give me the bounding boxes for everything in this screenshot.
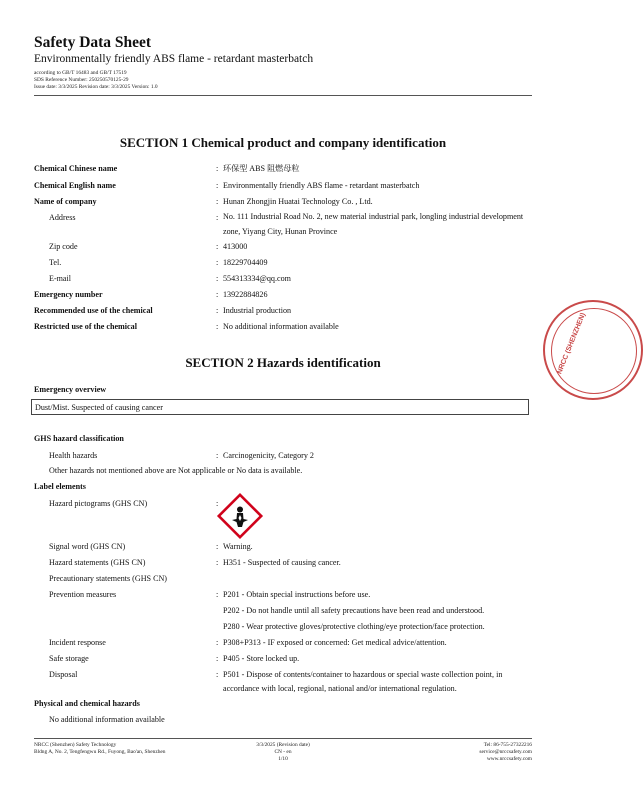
row-health-hazards (0, 450, 566, 464)
row-tel (0, 257, 566, 271)
row-value: H351 - Suspected of causing cancer. (223, 558, 341, 567)
row-value: 13922884826 (223, 290, 268, 299)
ghs-classification-heading: GHS hazard classification (34, 434, 124, 443)
stamp-text: NRCC (SHENZHEN) (556, 311, 588, 376)
physical-chemical-value: No additional information available (49, 715, 165, 724)
colon: : (216, 670, 219, 679)
row-value: No additional information available (223, 322, 339, 331)
label-elements-heading: Label elements (34, 482, 86, 491)
row-label: Signal word (GHS CN) (49, 542, 126, 551)
row-prevention-2 (0, 605, 566, 619)
row-label: Precautionary statements (GHS CN) (49, 574, 168, 583)
row-hazard-statements (0, 557, 566, 571)
row-signal-word (0, 541, 566, 555)
company-stamp (543, 300, 643, 400)
header-divider (34, 95, 532, 96)
row-value: Industrial production (223, 306, 292, 315)
row-label: Chemical English name (34, 181, 116, 190)
row-english-name (0, 180, 566, 194)
row-emergency-number (0, 289, 566, 303)
colon: : (216, 638, 219, 647)
row-value: 413000 (223, 242, 248, 251)
row-email (0, 273, 566, 287)
emergency-overview-box: Dust/Mist. Suspected of causing cancer (31, 399, 529, 415)
colon: : (216, 499, 219, 508)
other-hazards-note: Other hazards not mentioned above are Not applicable or No data is available. (49, 466, 303, 475)
row-value: 环保型 ABS 阻燃母粒 (223, 164, 300, 173)
footer-company: NRCC (Shenzhen) Safety Technology (34, 742, 117, 748)
row-label: Health hazards (49, 451, 98, 460)
colon: : (216, 542, 219, 551)
row-label: Name of company (34, 197, 97, 206)
row-address (0, 212, 566, 238)
row-value: No. 111 Industrial Road No. 2, new material industrial park, longling industrial development zone, Yiyang City, Hunan Province (223, 212, 524, 236)
section-2-heading: SECTION 2 Hazards identification (185, 355, 381, 370)
row-label: Disposal (49, 670, 78, 679)
document-title: Safety Data Sheet (34, 34, 152, 51)
colon: : (216, 197, 219, 206)
footer-address: Bldng A, No. 2, Tengfengwu Rd., Fuyong, Bao'an, Shenzhen (34, 749, 166, 755)
row-value: Environmentally friendly ABS flame - retardant masterbatch (223, 181, 420, 190)
footer-divider (34, 738, 532, 739)
row-value: 554313334@qq.com (223, 274, 291, 283)
colon: : (216, 274, 219, 283)
row-value: P201 - Obtain special instructions before use. (223, 590, 371, 599)
colon: : (216, 213, 219, 222)
footer-center (233, 742, 333, 763)
issue-date-line: Issue date: 3/3/2025 Revision date: 3/3/2025 Version: 1.0 (34, 84, 158, 90)
row-label: Emergency number (34, 290, 103, 299)
health-hazard-pictogram-icon (218, 494, 262, 538)
row-label: Prevention measures (49, 590, 117, 599)
row-value: P280 - Wear protective gloves/protective clothing/eye protection/face protection. (223, 622, 485, 631)
colon: : (216, 258, 219, 267)
colon: : (216, 654, 219, 663)
footer-revision-date: 3/3/2025 (Revision date) (256, 742, 310, 748)
footer-website: www.nrccsafety.com (486, 756, 532, 762)
row-label: Zip code (49, 242, 78, 251)
row-value: 18229704409 (223, 258, 268, 267)
row-disposal (0, 669, 566, 695)
row-value: P202 - Do not handle until all safety precautions have been read and understood. (223, 606, 485, 615)
row-hazard-pictograms (0, 498, 566, 512)
colon: : (216, 242, 219, 251)
row-value: P405 - Store locked up. (223, 654, 300, 663)
physical-chemical-heading: Physical and chemical hazards (34, 699, 140, 708)
product-subtitle: Environmentally friendly ABS flame - retardant masterbatch (34, 53, 314, 65)
footer-page-number: 1/10 (278, 756, 288, 762)
row-safe-storage (0, 653, 566, 667)
colon: : (216, 181, 219, 190)
colon: : (216, 306, 219, 315)
footer-language: CN - en (274, 749, 292, 755)
row-value: P501 - Dispose of contents/container to hazardous or special waste collection point, in accordance with local, regional, national and/or international regulation. (223, 670, 503, 693)
section-1-heading: SECTION 1 Chemical product and company identification (119, 135, 447, 150)
row-value: Hunan Zhongjin Huatai Technology Co. , Ltd. (223, 197, 373, 206)
row-value: Carcinogenicity, Category 2 (223, 451, 314, 460)
row-incident-response (0, 637, 566, 651)
colon: : (216, 322, 219, 331)
footer-email: service@nrccsafety.com (479, 749, 532, 755)
emergency-overview-heading: Emergency overview (34, 385, 107, 394)
standard-line: according to GB/T 16483 and GB/T 17519 (34, 70, 127, 76)
sds-reference-line: SDS Reference Number: 250250570125-29 (34, 77, 129, 83)
row-prevention (0, 589, 566, 603)
row-value: Warning. (223, 542, 253, 551)
row-company-name (0, 196, 566, 210)
colon: : (216, 451, 219, 460)
row-label: Address (49, 213, 76, 222)
row-label: Restricted use of the chemical (34, 322, 137, 331)
footer-right (479, 742, 532, 763)
row-recommended-use (0, 305, 566, 319)
footer-left (34, 742, 166, 756)
row-precautionary (0, 573, 566, 587)
row-label: Tel. (49, 258, 62, 267)
colon: : (216, 590, 219, 599)
row-chinese-name (0, 163, 566, 177)
row-label: Safe storage (49, 654, 89, 663)
row-prevention-3 (0, 621, 566, 635)
row-zip-code (0, 241, 566, 255)
row-label: Recommended use of the chemical (34, 306, 153, 315)
colon: : (216, 290, 219, 299)
row-label: Incident response (49, 638, 106, 647)
colon: : (216, 164, 219, 173)
colon: : (216, 558, 219, 567)
row-restricted-use (0, 321, 566, 335)
row-label: Chemical Chinese name (34, 164, 118, 173)
footer-tel: Tel: 86-755-27322216 (483, 742, 532, 748)
row-label: Hazard statements (GHS CN) (49, 558, 146, 567)
row-label: Hazard pictograms (GHS CN) (49, 499, 148, 508)
row-value: P308+P313 - IF exposed or concerned: Get medical advice/attention. (223, 638, 447, 647)
row-label: E-mail (49, 274, 72, 283)
